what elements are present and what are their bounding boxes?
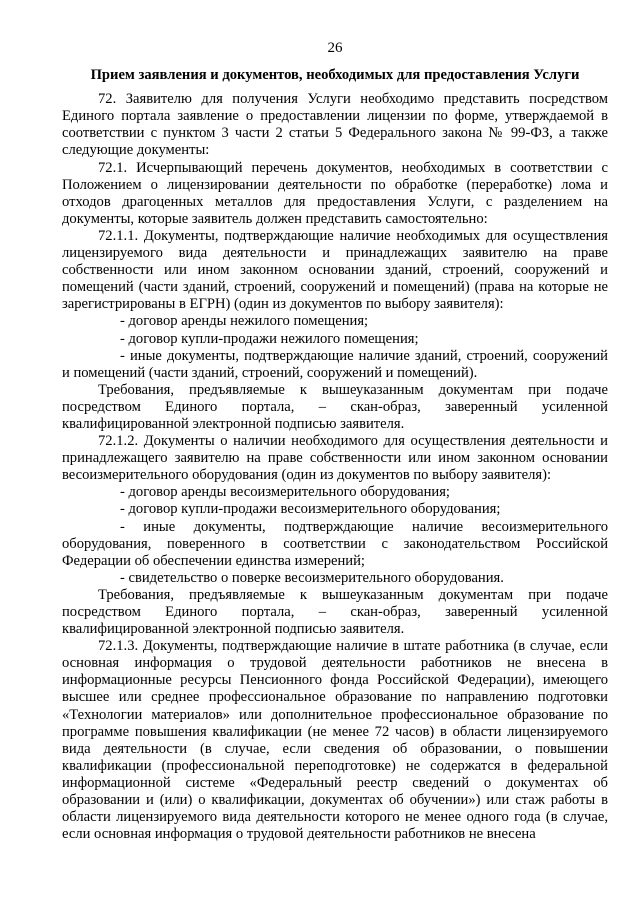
list-item: - договор купли-продажи весоизмерительного оборудования; <box>120 501 501 518</box>
list-item: - иные документы, подтверждающие наличие весоизмерительного оборудования, поверенного в соответствии с законодательством Российской Федерации об обеспечении единства измерений; <box>62 518 608 569</box>
paragraph: 72. Заявителю для получения Услуги необходимо представить посредством Единого портала заявление о предоставлении лицензии по форме, утверждаемой в соответствии с пунктом 3 части 2 статьи 5 Федерального закона № 99-ФЗ, а также следующие документы: <box>62 91 608 159</box>
paragraph: Требования, предъявляемые к вышеуказанным документам при подаче посредством Единого портала, – скан-образ, заверенный усиленной квалифицированной электронной подписью заявителя. <box>62 381 608 432</box>
paragraph: 72.1.2. Документы о наличии необходимого для осуществления деятельности и принадлежащего заявителю на праве собственности или ином законном основании весоизмерительного оборудования (один из документов по выбору заявителя): <box>62 433 608 484</box>
section-title: Прием заявления и документов, необходимых для предоставления Услуги <box>90 67 580 84</box>
list-item: - договор аренды нежилого помещения; <box>120 313 369 330</box>
paragraph: 72.1.1. Документы, подтверждающие наличие необходимых для осуществления лицензируемого вида деятельности и принадлежащих заявителю на праве собственности или ином законном основании зданий, строений, сооружений и помещений (части зданий, строений, сооружений и помещений) (права на которые не зарегистрированы в ЕГРН) (один из документов по выбору заявителя): <box>62 227 608 313</box>
paragraph: 72.1.3. Документы, подтверждающие наличие в штате работника (в случае, если основная информация о трудовой деятельности работников не внесена в информационные ресурсы Пенсионного фонда Российской Федерации), имеющего высшее или среднее профессиональное образование по направлению подготовки «Технологии материалов» или дополнительное профессиональное образование по программе повышения квалификации (не менее 72 часов) в области лицензируемого вида деятельности (в случае, если сведения об образовании, о повышении квалификации (профессиональной переподготовке) не содержатся в федеральной информационной системе «Федеральный реестр сведений о документах об образовании и (или) о квалификации, документах об обучении») или стаж работы в области лицензируемого вида деятельности которого не менее одного года (в случае, если основная информация о трудовой деятельности работников не внесена <box>62 638 608 843</box>
paragraph: Требования, предъявляемые к вышеуказанным документам при подаче посредством Единого портала, – скан-образ, заверенный усиленной квалифицированной электронной подписью заявителя. <box>62 586 608 638</box>
paragraph: 72.1. Исчерпывающий перечень документов, необходимых в соответствии с Положением о лицензировании деятельности по обработке (переработке) лома и отходов драгоценных металлов для предоставления Услуги, с разделением на документы, которые заявитель должен представить самостоятельно: <box>62 159 608 227</box>
list-item: - договор купли-продажи нежилого помещения; <box>120 330 419 347</box>
list-item: - договор аренды весоизмерительного оборудования; <box>120 484 450 501</box>
document-body <box>62 91 608 843</box>
list-item: - свидетельство о поверке весоизмерительного оборудования. <box>120 569 504 586</box>
list-item: - иные документы, подтверждающие наличие зданий, строений, сооружений и помещений (части зданий, строений, сооружений и помещений). <box>62 347 608 381</box>
page-number: 26 <box>327 40 343 56</box>
